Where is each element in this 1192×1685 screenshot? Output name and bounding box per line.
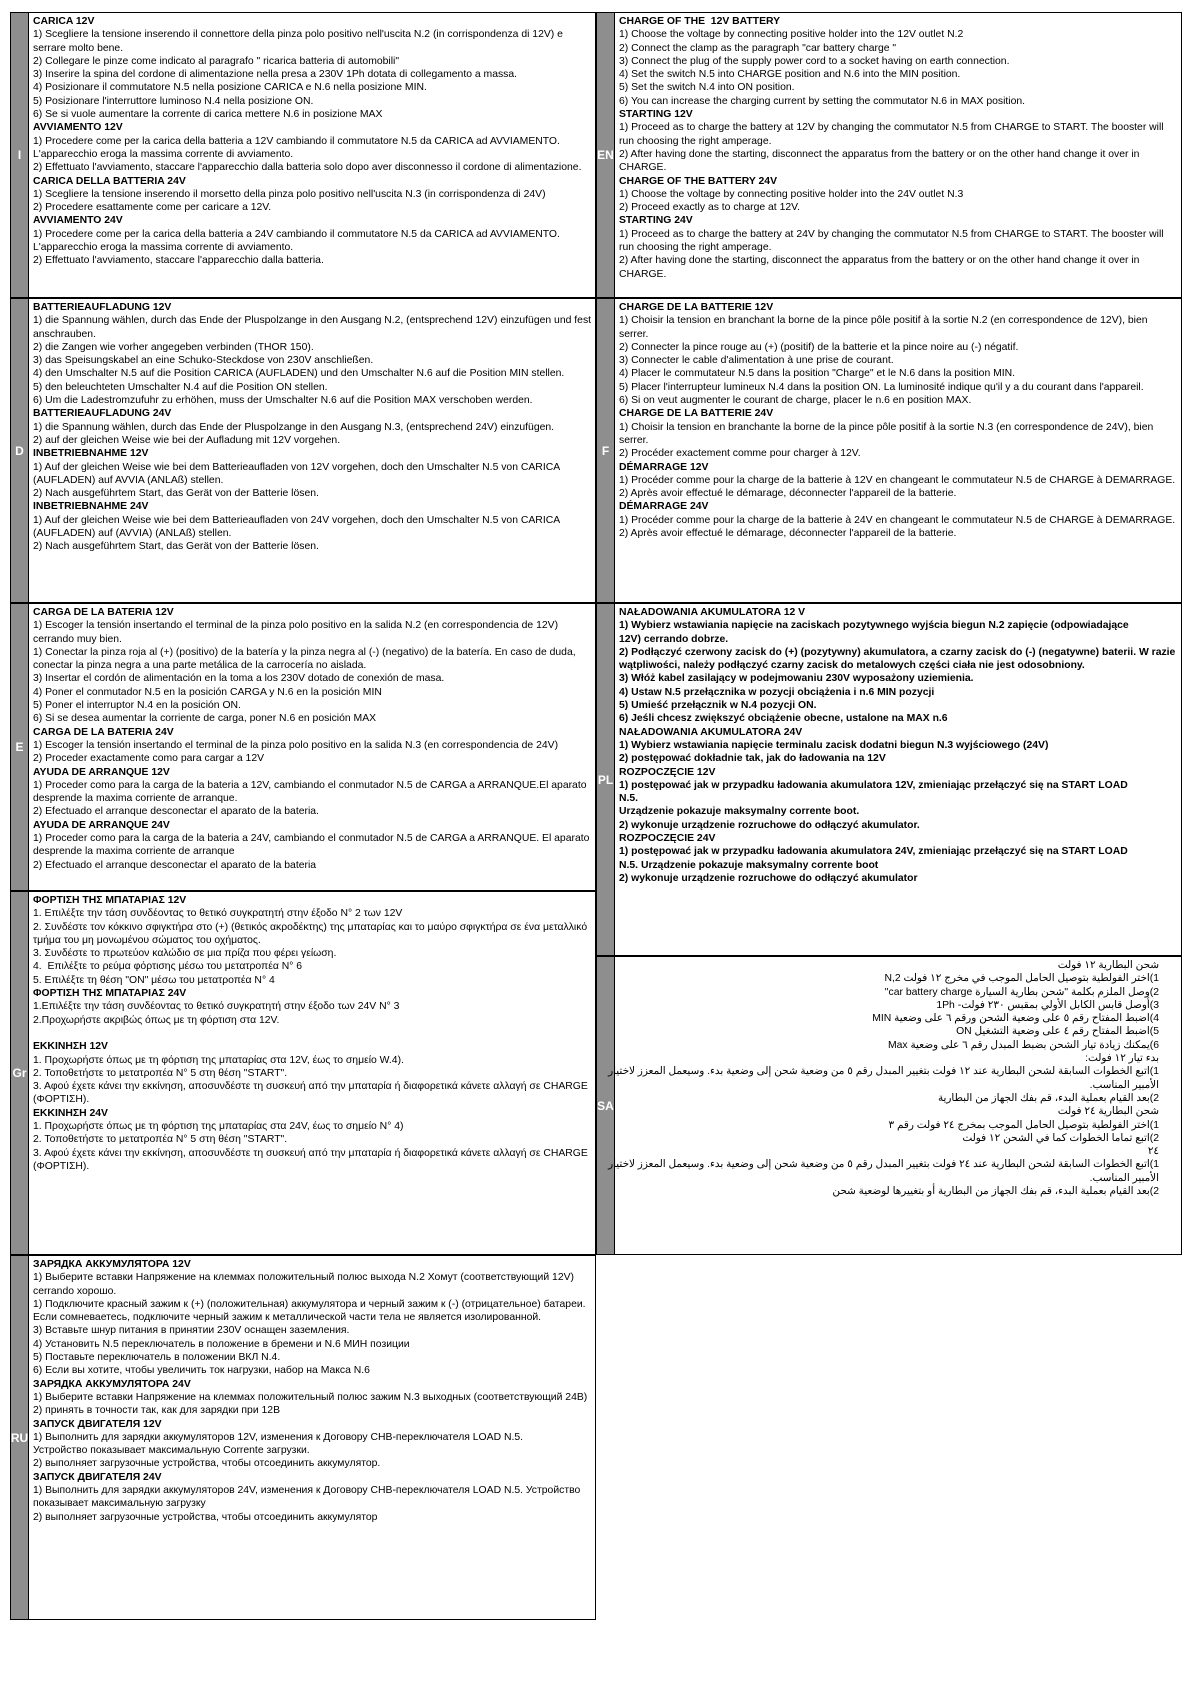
instruction-line: 2) Après avoir effectué le démarage, déconnecter l'appareil de la batterie. [619,488,957,500]
instruction-line: 2. Συνδέστε τον κόκκινο σφιγκτήρα στο (+) (θετικός ακροδέκτης) της μπαταρίας και το μαύρο σφιγκτήρα σε ένα μεταλλικό τμήμα του μη μονωμένου σώματος του οχήματος. [33,921,590,946]
instruction-line: N.5. Urządzenie pokazuje maksymalny corrente boot [619,859,879,871]
instruction-line: 2) Podłączyć czerwony zacisk do (+) (pozytywny) akumulatora, a czarny zacisk do (-) (negatywne) baterii. W razie wątpliwości, należy podłączyć czarny zacisk do metalowych części ciała nie jest odosobniony. [619,646,1179,672]
instruction-line: 2) wykonuje urządzenie rozruchowe do odłączyć akumulator. [619,819,920,831]
section-sa-content [600,959,1159,1252]
instruction-line: 1) Выполнить для зарядки аккумуляторов 12V, изменения к Договору CHB-переключателя LOAD N.5. [33,1431,524,1443]
instruction-line: 1.Επιλέξτε την τάση συνδέοντας το θετικό συγκρατητή στην έξοδο των 24V N° 3 [33,1001,400,1013]
instruction-line: 1)اختر الفولطية بتوصيل الحامل الموجب في مخرج ١٢ فولت N,2 [884,973,1159,985]
section-heading: BATTERIEAUFLADUNG 24V [33,408,172,420]
section-heading: ROZPOCZĘCIE 24V [619,833,716,845]
instruction-line: 5) Poner el interruptor N.4 en la posición ON. [33,700,241,712]
instruction-line: 5) Placer l'interrupteur lumineux N.4 dans la position ON. La luminosité indique qu'il y a du courant dans l'appareil. [619,381,1144,393]
instruction-line: 4) Set the switch N.5 into CHARGE position and N.6 into the MIN position. [619,69,961,81]
instruction-line: 5. Επιλέξτε τη θέση "ON" μέσω του μετατροπέα N° 4 [33,974,275,986]
instruction-line: 1)اتبع الخطوات السابقة لشحن البطارية عند ١٢ فولت بتغيير المبدل رقم ٥ من وضعية شحن إلى وضعية بدء. وسيعمل المعزز لاختيار الأمبير المناسب. [605,1066,1159,1091]
section-heading: CARICA DELLA BATTERIA 24V [33,175,186,187]
section-en [596,12,1182,298]
instruction-line [33,1027,592,1040]
section-ru [10,1255,596,1620]
instruction-line: 6) Se si vuole aumentare la corrente di carica mettere N.6 in posizione MAX [33,109,383,121]
section-es [10,603,596,891]
instruction-line: 3. Συνδέστε το πρωτεύον καλώδιο σε μια πρίζα που φέρει γείωση. [33,948,337,960]
instruction-line: 2) Nach ausgeführtem Start, das Gerät von der Batterie lösen. [33,541,319,553]
instruction-line: 1) Выполнить для зарядки аккумуляторов 24V, изменения к Договору CHB-переключателя LOAD N.5. Устройство показывает максимальную загрузку [33,1485,584,1510]
instruction-line: شحن البطارية ١٢ فولت [1057,960,1159,971]
instruction-line: 4) Posizionare il commutatore N.5 nella posizione CARICA e N.6 nella posizione MIN. [33,82,427,94]
instruction-line: شحن البطارية ٢٤ فولت [1057,1106,1159,1118]
language-tab-fr: F [597,299,615,602]
instruction-line: 5) Umieść przełącznik w N.4 pozycji ON. [619,700,817,712]
section-pl-content [619,606,1178,953]
instruction-line: 6) You can increase the charging current by setting the commutator N.6 in MAX position. [619,95,1026,107]
instruction-line: 2)اتبع تماما الخطوات كما في الشحن ١٢ فولت [962,1132,1159,1144]
section-gr-content [33,894,592,1252]
instruction-line: بدء تيار ١٢ فولت: [1085,1053,1159,1065]
instruction-line: 6)يمكنك زيادة تيار الشحن بضبط المبدل رقم ٦ على وضعية Max [887,1039,1159,1051]
instruction-line: 1. Επιλέξτε την τάση συνδέοντας το θετικό συγκρατητή στην έξοδο N° 2 των 12V [33,908,403,920]
instruction-line: 2) выполняет загрузочные устройства, чтобы отсоединить аккумулятор [33,1511,378,1523]
section-heading: ЗАПУСК ДВИГАТЕЛЯ 24V [33,1471,162,1483]
instruction-line: 1) Proceed as to charge the battery at 24V by changing the commutator N.5 from CHARGE to START. The booster will run choosing the right amperage. [619,228,1167,254]
section-ru-content [33,1258,592,1617]
instruction-line: 4) den Umschalter N.5 auf die Position CARICA (AUFLADEN) und den Umschalter N.6 auf die Position MIN stellen. [33,368,565,380]
instruction-line: 3)أوصل قابس الكابل الأولي بمقبس ٢٣٠ فولت- 1Ph [936,999,1159,1011]
instruction-line: 2) Après avoir effectué le démarage, déconnecter l'appareil de la batterie. [619,528,957,540]
instruction-line: 1) Auf der gleichen Weise wie bei dem Batterieaufladen von 12V vorgehen, doch den Umschalter N.5 von CARICA (AUFLADEN) auf AVVIA (ANLAß) stellen. [33,461,563,486]
language-tab-de: D [11,299,29,602]
instruction-line: 2) After having done the starting, disconnect the apparatus from the battery or on the other hand change it over in CHARGE. [619,255,1143,280]
instruction-line: 1) Auf der gleichen Weise wie bei dem Batterieaufladen von 24V vorgehen, doch den Umschalter N.5 von CARICA (AUFLADEN) auf (AVVIA) (ANLAß) stellen. [33,514,563,540]
instruction-line: 3) Insertar el cordón de alimentación en la toma a los 230V dotado de conexión de masa. [33,673,445,685]
instruction-line: 6) Jeśli chcesz zwiększyć obciążenie obecne, ustalone na MAX n.6 [619,713,948,725]
instruction-line: 1)اختر الفولطية بتوصيل الحامل الموجب بمخرج ٢٤ فولت رقم ٣ [888,1119,1159,1131]
instruction-line: 1) Procedere come per la carica della batteria a 12V cambiando il commutatore N.5 da CARICA ad AVVIAMENTO. L'apparecchio eroga la massima corrente di avviamento. [33,135,563,160]
instruction-line: 1) Выберите вставки Напряжение на клеммах положительный полюс зажим N.3 выходных (соответствующий 24В) [33,1391,588,1403]
section-heading: INBETRIEBNAHME 12V [33,448,149,460]
instruction-line: 4) Ustaw N.5 przełącznika w pozycji obciążenia i n.6 MIN pozycji [619,686,935,698]
section-heading: ΕΚΚΙΝΗΣΗ 24V [33,1107,108,1119]
instruction-line: 3) das Speisungskabel an eine Schuko-Steckdose von 230V anschließen. [33,355,374,367]
instruction-line: ٢٤ [1147,1146,1159,1158]
instruction-line: 6) Um die Ladestromzufuhr zu erhöhen, muss der Umschalter N.6 auf die Position MAX verschoben werden. [33,395,533,407]
language-tab-pl: PL [597,604,615,955]
section-heading: AVVIAMENTO 12V [33,122,123,134]
instruction-line: 2) After having done the starting, disconnect the apparatus from the battery or on the other hand change it over in CHARGE. [619,148,1143,174]
section-heading: ΦΟΡΤΙΣΗ ΤΗΣ ΜΠΑΤΑΡΙΑΣ 12V [33,895,187,906]
instruction-line: 2. Τοποθετήστε το μετατροπέα N° 5 στη θέση "START". [33,1134,288,1146]
instruction-line: 2) Efectuado el arranque desconectar el aparato de la bateria [33,859,317,871]
instruction-line: 2) postępować dokładnie tak, jak do ładowania na 12V [619,753,886,765]
instruction-line: 1. Προχωρήστε όπως με τη φόρτιση της μπαταρίας στα 12V, έως το σημείο W.4). [33,1054,404,1066]
instruction-line: 1) Choose the voltage by connecting positive holder into the 24V outlet N.3 [619,188,964,200]
instruction-line: 1) Conectar la pinza roja al (+) (positivo) de la batería y la pinza negra al (-) (negativo) de la batería. En caso de duda, conectar la pinza negra a una parte metálica de la carrocería no aislada. [33,646,579,672]
section-heading: DÉMARRAGE 12V [619,461,709,473]
instruction-line: 1) Wybierz wstawiania napięcie terminalu zacisk dodatni biegun N.3 wyjściowego (24V) [619,739,1049,751]
instruction-line: 1) Procedere come per la carica della batteria a 24V cambiando il commutatore N.5 da CARICA ad AVVIAMENTO. L'apparecchio eroga la massima corrente di avviamento. [33,228,563,254]
section-sa [596,956,1182,1255]
instruction-line: 1) Proceder como para la carga de la bateria a 24V, cambiando el conmutador N.5 de CARGA a ARRANQUE. El aparato desprende la maxima corriente de arranque [33,833,593,858]
instruction-line: 1) die Spannung wählen, durch das Ende der Pluspolzange in den Ausgang N.3, (entsprechend 24V) einzufügen. [33,421,555,433]
section-gr [10,891,596,1255]
section-heading: INBETRIEBNAHME 24V [33,501,149,513]
instruction-line: 1) Procéder comme pour la charge de la batterie à 24V en changeant le commutateur N.5 de CHARGE à DEMARRAGE. [619,514,1176,526]
instruction-line: 2) Effettuato l'avviamento, staccare l'apparecchio dalla batteria solo dopo aver disconnesso il cordone di alimentazione. [33,162,582,174]
instruction-line: 1) Choose the voltage by connecting positive holder into the 12V outlet N.2 [619,29,964,41]
section-es-content [33,606,592,888]
language-tab-es: E [11,604,29,890]
instruction-line: 1. Προχωρήστε όπως με τη φόρτιση της μπαταρίας στα 24V, έως το σημείο N° 4) [33,1121,404,1133]
section-it-content [33,15,592,295]
instruction-line: 5)اضبط المفتاح رقم ٤ على وضعية التشغيل ON [956,1026,1159,1038]
language-tab-gr: Gr [11,892,29,1254]
section-heading: AVVIAMENTO 24V [33,215,123,227]
instruction-line: 4. Επιλέξτε το ρεύμα φόρτισης μέσω του μετατροπέα N° 6 [33,961,303,973]
instruction-line: 1) Scegliere la tensione inserendo il connettore della pinza polo positivo nell'uscita N.2 (in corrispondenza di 12V) e serrare molto bene. [33,29,566,54]
instruction-line: 2) auf der gleichen Weise wie bei der Aufladung mit 12V vorgehen. [33,434,341,446]
instruction-line: 1) Procéder comme pour la charge de la batterie à 12V en changeant le commutateur N.5 de CHARGE à DEMARRAGE. [619,474,1176,486]
section-heading: ЗАПУСК ДВИГАТЕЛЯ 12V [33,1418,162,1430]
section-heading: CARICA 12V [33,16,95,27]
section-it [10,12,596,298]
section-heading: CHARGE DE LA BATTERIE 12V [619,302,774,313]
section-heading: STARTING 24V [619,215,693,227]
instruction-line: 2) Proceder exactamente como para cargar a 12V [33,753,265,765]
instruction-line: N.5. [619,793,639,805]
instruction-line: 1) Scegliere la tensione inserendo il morsetto della pinza polo positivo nell'uscita N.3 (in corrispondenza di 24V) [33,188,546,200]
instruction-line: 4) Установить N.5 переключатель в положение в бремени и N.6 МИН позиции [33,1338,410,1350]
instruction-line: 5) Set the switch N.4 into ON position. [619,82,795,94]
section-heading: ЗАРЯДКА АККУМУЛЯТОРА 12V [33,1259,191,1270]
section-heading: DÉMARRAGE 24V [619,501,709,513]
instruction-line: 5) Поставьте переключатель в положении ВКЛ N.4. [33,1352,281,1364]
instruction-line: 1) Подключите красный зажим к (+) (положительная) аккумулятора и черный зажим к (-) (отрицательное) батареи. Если сомневаетесь, подключите черный зажим к металлической части тела не является изолированной. [33,1298,589,1324]
language-tab-en: EN [597,13,615,297]
section-heading: BATTERIEAUFLADUNG 12V [33,302,172,313]
instruction-line: 3) Connect the plug of the supply power cord to a socket having on earth connection. [619,55,1010,67]
instruction-line: 1) Proceder como para la carga de la bateria a 12V, cambiando el conmutador N.5 de CARGA a ARRANQUE.El aparato desprende la maxima corriente de arranque. [33,779,590,805]
instruction-line: 1) postępować jak w przypadku ładowania akumulatora 12V, zmieniając przełączyć się na START LOAD [619,779,1128,791]
instruction-line: 4)اضبط المفتاح رقم ٥ على وضعية الشحن ورقم ٦ على وضعية MIN [872,1013,1159,1025]
instruction-line: 3. Αφού έχετε κάνει την εκκίνηση, αποσυνδέστε τη συσκευή από την μπαταρία ή διαφορετικά κάνετε αλλαγή σε CHARGE (ΦΟΡΤΙΣΗ). [33,1081,591,1106]
instruction-line: 1) die Spannung wählen, durch das Ende der Pluspolzange in den Ausgang N.2, (entsprechend 12V) einzufügen und fest anschrauben. [33,315,594,340]
section-heading: NAŁADOWANIA AKUMULATORA 24V [619,726,803,738]
instruction-line: 1) Выберите вставки Напряжение на клеммах положительный полюс выхода N.2 Хомут (соответствующий 12V) cerrando хорошо. [33,1272,577,1297]
instruction-line: 6) Если вы хотите, чтобы увеличить ток нагрузки, набор на Макса N.6 [33,1365,370,1377]
section-heading: CARGA DE LA BATERIA 12V [33,607,174,618]
instruction-line: 2)وصل الملزم بكلمة "شحن بطارية السيارة car battery charge" [884,986,1159,998]
instruction-line: 5) Posizionare l'interruttore luminoso N.4 nella posizione ON. [33,95,314,107]
language-tab-it: I [11,13,29,297]
section-heading: NAŁADOWANIA AKUMULATORA 12 V [619,607,806,618]
instruction-line: 4) Poner el conmutador N.5 en la posición CARGA y N.6 en la posición MIN [33,686,382,698]
section-heading: ROZPOCZĘCIE 12V [619,766,716,778]
section-heading: AYUDA DE ARRANQUE 24V [33,819,170,831]
section-heading: STARTING 12V [619,109,693,121]
instruction-line: 2) Connecter la pince rouge au (+) (positif) de la batterie et la pince noire au (-) négatif. [619,341,1019,353]
instruction-line: 2) Procéder exactement comme pour charger à 12V. [619,448,861,460]
instruction-line: 2) Collegare le pinze come indicato al paragrafo " ricarica batteria di automobili" [33,55,400,67]
section-heading: CARGA DE LA BATERIA 24V [33,726,174,738]
section-de-content [33,301,592,600]
instruction-line: Устройство показывает максимальную Corrente загрузки. [33,1445,310,1457]
instruction-line: 3. Αφού έχετε κάνει την εκκίνηση, αποσυνδέστε τη συσκευή από την μπαταρία ή διαφορετικά κάνετε αλλαγή σε CHARGE (ΦΟΡΤΙΣΗ). [33,1147,591,1172]
section-heading: CHARGE DE LA BATTERIE 24V [619,408,774,420]
language-tab-ru: RU [11,1256,29,1619]
section-heading: ΕΚΚΙΝΗΣΗ 12V [33,1041,108,1053]
instruction-line: 1) Wybierz wstawiania napięcie na zaciskach pozytywnego wyjścia biegun N.2 zapięcie (odpowiadające [619,620,1129,632]
instruction-line: 3) Włóż kabel zasilający w podejmowaniu 230V wyposażony uziemienia. [619,673,974,685]
instruction-line: 2) Proceed exactly as to charge at 12V. [619,202,800,214]
instruction-line: 3) Inserire la spina del cordone di alimentazione nella presa a 230V 1Ph dotata di collegamento a massa. [33,69,518,81]
instruction-line: 2) принять в точности так, как для зарядки при 12В [33,1405,281,1417]
instruction-line: 1) Choisir la tension en branchant la borne de la pince pôle positif à la sortie N.2 (en correspondence de 12V), bien serrer. [619,315,1151,340]
instruction-line: 2) wykonuje urządzenie rozruchowe do odłączyć akumulator [619,872,918,884]
instruction-line: 2) выполняет загрузочные устройства, чтобы отсоединить аккумулятор. [33,1458,381,1470]
language-tab-sa: SA [597,957,615,1254]
instruction-line: 1) postępować jak w przypadku ładowania akumulatora 24V, zmieniając przełączyć się na START LOAD [619,846,1128,858]
section-fr-content [619,301,1178,600]
instruction-line: 2) Nach ausgeführtem Start, das Gerät von der Batterie lösen. [33,488,319,500]
instruction-line: 1) Escoger la tensión insertando el terminal de la pinza polo positivo en la salida N.3 (en correspondencia de 24V) [33,739,559,751]
section-heading: ΦΟΡΤΙΣΗ ΤΗΣ ΜΠΑΤΑΡΙΑΣ 24V [33,988,187,1000]
instruction-line: Urządzenie pokazuje maksymalny corrente boot. [619,806,860,818]
section-pl [596,603,1182,956]
instruction-line: 4) Placer le commutateur N.5 dans la position "Charge" et le N.6 dans la position MIN. [619,368,1016,380]
instruction-line: 5) den beleuchteten Umschalter N.4 auf die Position ON stellen. [33,381,328,393]
section-heading: ЗАРЯДКА АККУМУЛЯТОРА 24V [33,1378,191,1390]
instruction-line: 2) Efectuado el arranque desconectar el aparato de la bateria. [33,806,319,818]
instruction-line: 2) Connect the clamp as the paragraph "car battery charge " [619,42,897,54]
instruction-line: 2) Effettuato l'avviamento, staccare l'apparecchio dalla batteria. [33,255,324,267]
instruction-line: 2.Προχωρήστε ακριβώς όπως με τη φόρτιση στα 12V. [33,1014,280,1026]
section-heading: CHARGE OF THE 12V BATTERY [619,16,781,27]
section-en-content [619,15,1178,295]
section-heading: CHARGE OF THE BATTERY 24V [619,175,777,187]
instruction-line: 6) Si se desea aumentar la corriente de carga, poner N.6 en posición MAX [33,713,377,725]
instruction-line: 1)اتبع الخطوات السابقة لشحن البطارية عند ٢٤ فولت بتغيير المبدل رقم ٥ من وضعية شحن إلى وضعية بدء. وسيعمل المعزز لاختيار الأمبير المناسب. [605,1159,1159,1184]
instruction-line: 1) Choisir la tension en branchante la borne de la pince pôle positif à la sortie N.3 (en correspondence de 24V), bien serrer. [619,421,1157,446]
section-heading: AYUDA DE ARRANQUE 12V [33,766,170,778]
instruction-line: 1) Proceed as to charge the battery at 12V by changing the commutator N.5 from CHARGE to START. The booster will run choosing the right amperage. [619,122,1167,147]
instruction-line: 2)بعد القيام بعملية البدء، قم بفك الجهاز من البطارية [937,1092,1159,1104]
section-fr [596,298,1182,603]
instruction-line: 2. Τοποθετήστε το μετατροπέα N° 5 στη θέση "START". [33,1067,288,1079]
section-de [10,298,596,603]
instruction-line: 12V) cerrando dobrze. [619,633,729,645]
instruction-line: 1) Escoger la tensión insertando el terminal de la pinza polo positivo en la salida N.2 (en correspondencia de 12V) cerrando muy bien. [33,620,561,645]
instruction-line: 2) Procedere esattamente come per caricare a 12V. [33,202,272,214]
instruction-line: 3) Connecter le cable d'alimentation à une prise de courant. [619,355,894,367]
instruction-line: 2) die Zangen wie vorher angegeben verbinden (THOR 150). [33,341,314,353]
instruction-line: 2)بعد القيام بعملية البدء، قم بفك الجهاز من البطارية أو بتغييرها لوضعية شحن [832,1186,1159,1198]
instruction-line: 3) Вставьте шнур питания в принятии 230V оснащен заземления. [33,1325,350,1337]
instruction-line: 6) Si on veut augmenter le courant de charge, placer le n.6 en position MAX. [619,395,972,407]
